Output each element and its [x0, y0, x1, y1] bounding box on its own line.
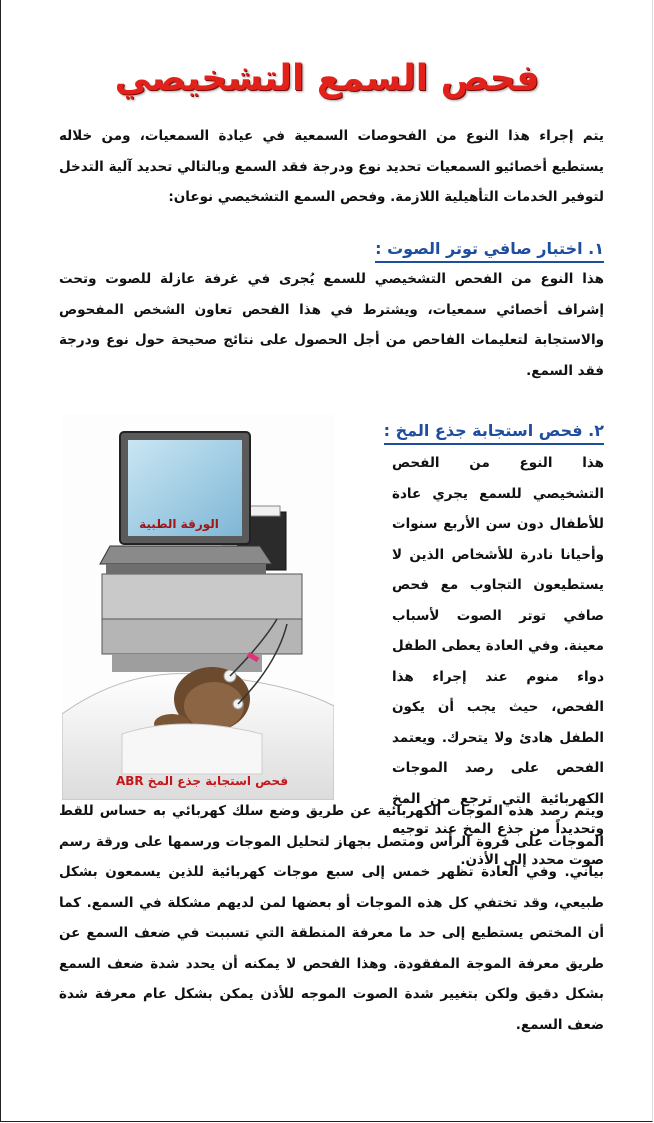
abr-illustration	[62, 414, 334, 800]
intro-paragraph: يتم إجراء هذا النوع من الفحوصات السمعية في عيادة السمعيات، ومن خلاله يستطيع أخصائيو السمعيات تحديد نوع ودرجة فقد السمع وبالتالي تحديد آلية التدخل لتوفير الخدمات التأهيلية اللازمة. وفحص السمع التشخيصي نوعان:	[59, 128, 604, 205]
abr-test-photo	[62, 414, 334, 800]
figure-caption: فحص استجابة جذع المخ ABR	[115, 774, 289, 788]
screen-label: الورقة الطبية	[139, 517, 219, 531]
section2-heading: ٢. فحص استجابة جذع المخ :	[384, 420, 604, 445]
section1-paragraph: هذا النوع من الفحص التشخيصي للسمع يُجرى في غرفة عازلة للصوت وتحت إشراف أخصائي سمعيات، ويشترط في هذا الفحص تعاون الشخص المفحوص والاستجابة لتعليمات الفاحص من أجل الحصول على نتائج صحيحة حول نوع ودرجة فقد السمع.	[59, 271, 604, 379]
section1-heading: ١. اختبار صافي توتر الصوت :	[375, 238, 604, 263]
page-title: فحص السمع التشخيصي	[114, 58, 540, 99]
section2-full-paragraph: ويتم رصد هذه الموجات الكهربائية عن طريق وضع سلك كهربائي به حساس للقط الموجات على فروة الرأس ومتصل بجهاز لتحليل الموجات ورسمها على ورقة رسم بياني. وفي العادة تظهر خمس إلى سبع موجات كهربائية للذين يسمعون بشكل طبيعي، وقد تختفي كل هذه الموجات أو بعضها لمن لديهم مشكلة في السمع. كما أن المختص يستطيع إلى حد ما معرفة المنطقة التي تسببت في ضعف السمع عن طريق معرفة الموجة المفقودة. وهذا الفحص لا يمكنه أن يحدد شدة ضعف السمع بشكل دقيق ولكن بتغيير شدة الصوت الموجه للأذن يمكن بشكل عام معرفة شدة ضعف السمع.	[59, 803, 604, 1033]
section2-side-paragraph: هذا النوع من الفحص التشخيصي للسمع يجري عادة للأطفال دون سن الأربع سنوات وأحيانا نادرة للأشخاص الذين لا يستطيعون التجاوب مع فحص صافي توتر الصوت لأسباب معينة. وفي العادة يعطى الطفل دواء منوم عند إجراء هذا الفحص، حيث يجب أن يكون الطفل هادئ ولا يتحرك. ويعتمد الفحص على رصد الموجات الكهربائية التي ترجع من المخ وتحديداً من جذع المخ عند توجيه صوت محدد إلى الأذن.	[392, 455, 604, 868]
